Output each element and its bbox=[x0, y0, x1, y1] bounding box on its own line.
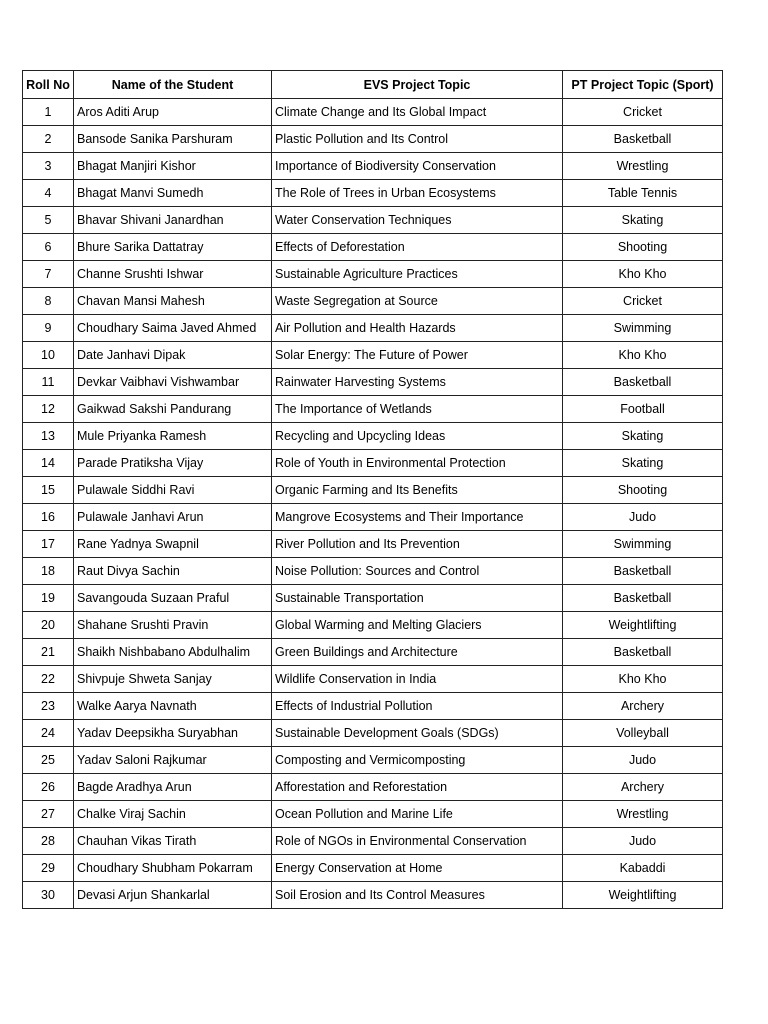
roll-no-cell: 18 bbox=[23, 558, 74, 585]
roll-no-cell: 23 bbox=[23, 693, 74, 720]
pt-topic-cell: Kho Kho bbox=[563, 342, 723, 369]
table-row bbox=[23, 180, 723, 207]
roll-no-cell: 7 bbox=[23, 261, 74, 288]
roll-no-cell: 4 bbox=[23, 180, 74, 207]
pt-topic-cell: Archery bbox=[563, 693, 723, 720]
student-name-cell: Chavan Mansi Mahesh bbox=[74, 288, 272, 315]
evs-topic-cell: Recycling and Upcycling Ideas bbox=[272, 423, 563, 450]
roll-no-cell: 21 bbox=[23, 639, 74, 666]
pt-topic-cell: Weightlifting bbox=[563, 882, 723, 909]
pt-topic-cell: Swimming bbox=[563, 315, 723, 342]
roll-no-cell: 11 bbox=[23, 369, 74, 396]
student-name-cell: Shivpuje Shweta Sanjay bbox=[74, 666, 272, 693]
table-row bbox=[23, 369, 723, 396]
pt-topic-cell: Judo bbox=[563, 747, 723, 774]
evs-topic-cell: Rainwater Harvesting Systems bbox=[272, 369, 563, 396]
table-row bbox=[23, 288, 723, 315]
student-name-cell: Bhavar Shivani Janardhan bbox=[74, 207, 272, 234]
evs-topic-cell: Noise Pollution: Sources and Control bbox=[272, 558, 563, 585]
pt-topic-cell: Shooting bbox=[563, 477, 723, 504]
student-name-cell: Aros Aditi Arup bbox=[74, 99, 272, 126]
table-row bbox=[23, 531, 723, 558]
evs-topic-cell: Effects of Industrial Pollution bbox=[272, 693, 563, 720]
student-name-cell: Bansode Sanika Parshuram bbox=[74, 126, 272, 153]
student-name-cell: Rane Yadnya Swapnil bbox=[74, 531, 272, 558]
evs-topic-cell: Role of NGOs in Environmental Conservation bbox=[272, 828, 563, 855]
pt-topic-cell: Cricket bbox=[563, 99, 723, 126]
evs-topic-cell: Organic Farming and Its Benefits bbox=[272, 477, 563, 504]
table-row bbox=[23, 261, 723, 288]
table-row bbox=[23, 450, 723, 477]
evs-topic-cell: Green Buildings and Architecture bbox=[272, 639, 563, 666]
student-name-cell: Chalke Viraj Sachin bbox=[74, 801, 272, 828]
student-name-cell: Channe Srushti Ishwar bbox=[74, 261, 272, 288]
student-name-cell: Bagde Aradhya Arun bbox=[74, 774, 272, 801]
table-row bbox=[23, 423, 723, 450]
pt-topic-cell: Skating bbox=[563, 207, 723, 234]
table-row bbox=[23, 828, 723, 855]
table-row bbox=[23, 207, 723, 234]
pt-topic-cell: Shooting bbox=[563, 234, 723, 261]
student-name-cell: Yadav Saloni Rajkumar bbox=[74, 747, 272, 774]
table-row bbox=[23, 666, 723, 693]
student-project-table bbox=[22, 70, 723, 909]
evs-topic-cell: Mangrove Ecosystems and Their Importance bbox=[272, 504, 563, 531]
header-evs-topic: EVS Project Topic bbox=[272, 71, 563, 99]
table-body bbox=[23, 99, 723, 909]
evs-topic-cell: Soil Erosion and Its Control Measures bbox=[272, 882, 563, 909]
pt-topic-cell: Football bbox=[563, 396, 723, 423]
roll-no-cell: 22 bbox=[23, 666, 74, 693]
table-row bbox=[23, 855, 723, 882]
student-name-cell: Choudhary Shubham Pokarram bbox=[74, 855, 272, 882]
pt-topic-cell: Judo bbox=[563, 828, 723, 855]
roll-no-cell: 17 bbox=[23, 531, 74, 558]
pt-topic-cell: Cricket bbox=[563, 288, 723, 315]
roll-no-cell: 28 bbox=[23, 828, 74, 855]
student-name-cell: Bhagat Manjiri Kishor bbox=[74, 153, 272, 180]
student-name-cell: Choudhary Saima Javed Ahmed bbox=[74, 315, 272, 342]
evs-topic-cell: Water Conservation Techniques bbox=[272, 207, 563, 234]
roll-no-cell: 19 bbox=[23, 585, 74, 612]
student-name-cell: Bhagat Manvi Sumedh bbox=[74, 180, 272, 207]
evs-topic-cell: The Importance of Wetlands bbox=[272, 396, 563, 423]
pt-topic-cell: Wrestling bbox=[563, 801, 723, 828]
table-row bbox=[23, 612, 723, 639]
table-header-row bbox=[23, 71, 723, 99]
pt-topic-cell: Kho Kho bbox=[563, 666, 723, 693]
evs-topic-cell: Role of Youth in Environmental Protection bbox=[272, 450, 563, 477]
table-row bbox=[23, 747, 723, 774]
roll-no-cell: 9 bbox=[23, 315, 74, 342]
roll-no-cell: 24 bbox=[23, 720, 74, 747]
evs-topic-cell: Climate Change and Its Global Impact bbox=[272, 99, 563, 126]
pt-topic-cell: Swimming bbox=[563, 531, 723, 558]
roll-no-cell: 3 bbox=[23, 153, 74, 180]
student-name-cell: Yadav Deepsikha Suryabhan bbox=[74, 720, 272, 747]
table-row bbox=[23, 153, 723, 180]
student-name-cell: Bhure Sarika Dattatray bbox=[74, 234, 272, 261]
header-student-name: Name of the Student bbox=[74, 71, 272, 99]
roll-no-cell: 16 bbox=[23, 504, 74, 531]
evs-topic-cell: Effects of Deforestation bbox=[272, 234, 563, 261]
student-name-cell: Pulawale Janhavi Arun bbox=[74, 504, 272, 531]
student-name-cell: Savangouda Suzaan Praful bbox=[74, 585, 272, 612]
pt-topic-cell: Basketball bbox=[563, 558, 723, 585]
evs-topic-cell: Sustainable Development Goals (SDGs) bbox=[272, 720, 563, 747]
student-name-cell: Pulawale Siddhi Ravi bbox=[74, 477, 272, 504]
pt-topic-cell: Kabaddi bbox=[563, 855, 723, 882]
table-row bbox=[23, 585, 723, 612]
roll-no-cell: 25 bbox=[23, 747, 74, 774]
roll-no-cell: 5 bbox=[23, 207, 74, 234]
evs-topic-cell: Plastic Pollution and Its Control bbox=[272, 126, 563, 153]
pt-topic-cell: Archery bbox=[563, 774, 723, 801]
pt-topic-cell: Basketball bbox=[563, 369, 723, 396]
student-name-cell: Date Janhavi Dipak bbox=[74, 342, 272, 369]
table-row bbox=[23, 504, 723, 531]
student-name-cell: Gaikwad Sakshi Pandurang bbox=[74, 396, 272, 423]
evs-topic-cell: The Role of Trees in Urban Ecosystems bbox=[272, 180, 563, 207]
student-name-cell: Chauhan Vikas Tirath bbox=[74, 828, 272, 855]
student-name-cell: Parade Pratiksha Vijay bbox=[74, 450, 272, 477]
table-row bbox=[23, 774, 723, 801]
evs-topic-cell: Sustainable Agriculture Practices bbox=[272, 261, 563, 288]
table-row bbox=[23, 801, 723, 828]
student-name-cell: Mule Priyanka Ramesh bbox=[74, 423, 272, 450]
roll-no-cell: 8 bbox=[23, 288, 74, 315]
roll-no-cell: 1 bbox=[23, 99, 74, 126]
pt-topic-cell: Judo bbox=[563, 504, 723, 531]
pt-topic-cell: Wrestling bbox=[563, 153, 723, 180]
pt-topic-cell: Basketball bbox=[563, 126, 723, 153]
header-pt-topic: PT Project Topic (Sport) bbox=[563, 71, 723, 99]
roll-no-cell: 10 bbox=[23, 342, 74, 369]
evs-topic-cell: River Pollution and Its Prevention bbox=[272, 531, 563, 558]
pt-topic-cell: Weightlifting bbox=[563, 612, 723, 639]
roll-no-cell: 14 bbox=[23, 450, 74, 477]
evs-topic-cell: Ocean Pollution and Marine Life bbox=[272, 801, 563, 828]
pt-topic-cell: Volleyball bbox=[563, 720, 723, 747]
roll-no-cell: 6 bbox=[23, 234, 74, 261]
table-row bbox=[23, 126, 723, 153]
pt-topic-cell: Basketball bbox=[563, 585, 723, 612]
evs-topic-cell: Wildlife Conservation in India bbox=[272, 666, 563, 693]
student-name-cell: Raut Divya Sachin bbox=[74, 558, 272, 585]
table-row bbox=[23, 315, 723, 342]
evs-topic-cell: Importance of Biodiversity Conservation bbox=[272, 153, 563, 180]
table-row bbox=[23, 234, 723, 261]
student-name-cell: Devasi Arjun Shankarlal bbox=[74, 882, 272, 909]
roll-no-cell: 27 bbox=[23, 801, 74, 828]
student-name-cell: Walke Aarya Navnath bbox=[74, 693, 272, 720]
pt-topic-cell: Skating bbox=[563, 450, 723, 477]
student-name-cell: Shahane Srushti Pravin bbox=[74, 612, 272, 639]
table-row bbox=[23, 477, 723, 504]
table-row bbox=[23, 882, 723, 909]
roll-no-cell: 29 bbox=[23, 855, 74, 882]
pt-topic-cell: Skating bbox=[563, 423, 723, 450]
student-name-cell: Shaikh Nishbabano Abdulhalim bbox=[74, 639, 272, 666]
roll-no-cell: 30 bbox=[23, 882, 74, 909]
evs-topic-cell: Afforestation and Reforestation bbox=[272, 774, 563, 801]
header-roll-no: Roll No bbox=[23, 71, 74, 99]
roll-no-cell: 26 bbox=[23, 774, 74, 801]
table-row bbox=[23, 720, 723, 747]
evs-topic-cell: Air Pollution and Health Hazards bbox=[272, 315, 563, 342]
pt-topic-cell: Kho Kho bbox=[563, 261, 723, 288]
evs-topic-cell: Energy Conservation at Home bbox=[272, 855, 563, 882]
roll-no-cell: 15 bbox=[23, 477, 74, 504]
table-row bbox=[23, 693, 723, 720]
roll-no-cell: 13 bbox=[23, 423, 74, 450]
student-name-cell: Devkar Vaibhavi Vishwambar bbox=[74, 369, 272, 396]
roll-no-cell: 12 bbox=[23, 396, 74, 423]
pt-topic-cell: Table Tennis bbox=[563, 180, 723, 207]
roll-no-cell: 2 bbox=[23, 126, 74, 153]
roll-no-cell: 20 bbox=[23, 612, 74, 639]
evs-topic-cell: Waste Segregation at Source bbox=[272, 288, 563, 315]
table-row bbox=[23, 99, 723, 126]
evs-topic-cell: Global Warming and Melting Glaciers bbox=[272, 612, 563, 639]
evs-topic-cell: Sustainable Transportation bbox=[272, 585, 563, 612]
table-row bbox=[23, 558, 723, 585]
evs-topic-cell: Composting and Vermicomposting bbox=[272, 747, 563, 774]
evs-topic-cell: Solar Energy: The Future of Power bbox=[272, 342, 563, 369]
pt-topic-cell: Basketball bbox=[563, 639, 723, 666]
table-row bbox=[23, 396, 723, 423]
table-row bbox=[23, 639, 723, 666]
table-row bbox=[23, 342, 723, 369]
